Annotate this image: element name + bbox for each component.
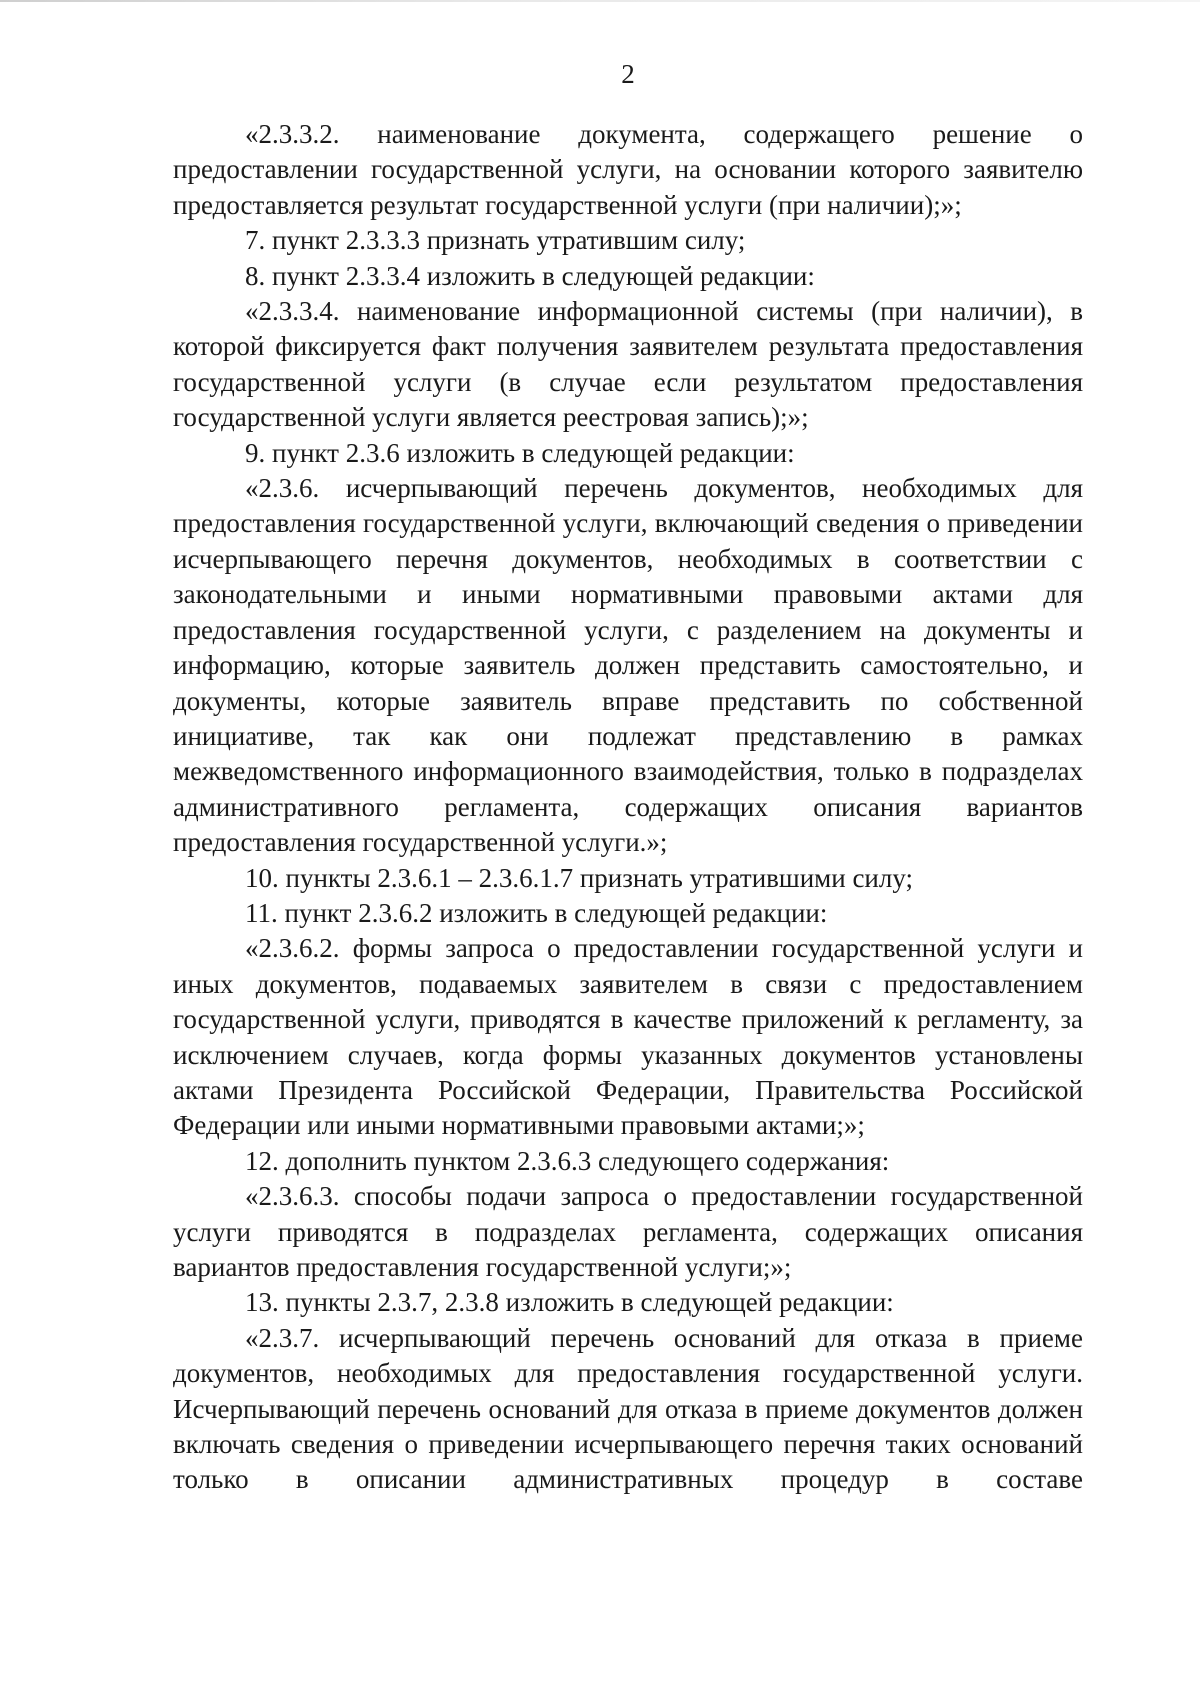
scan-edge (0, 0, 1200, 2)
paragraph-2-3-6: «2.3.6. исчерпывающий перечень документов, необходимых для предоставления государственной услуги, включающий сведения о приведении исчерпывающего перечня документов, необходимых в соответствии с законодательными и иными нормативными правовыми актами для предоставления государственной услуги, с разделением на документы и информацию, которые заявитель должен представить самостоятельно, и документы, которые заявитель вправе представить по собственной инициативе, так как они подлежат представлению в рамках межведомственного информационного взаимодействия, только в подразделах административного регламента, содержащих описания вариантов предоставления государственной услуги.»; (173, 473, 1083, 858)
paragraph-item-10: 10. пункты 2.3.6.1 – 2.3.6.1.7 признать утратившими силу; (245, 862, 913, 893)
paragraph-item-9: 9. пункт 2.3.6 изложить в следующей редакции: (245, 437, 795, 468)
paragraph-2-3-3-4: «2.3.3.4. наименование информационной системы (при наличии), в которой фиксируется факт получения заявителем результата предоставления государственной услуги (в случае если результатом предоставления государственной услуги является реестровая запись);»; (173, 296, 1083, 433)
document-body (173, 117, 1083, 1498)
paragraph-item-12: 12. дополнить пунктом 2.3.6.3 следующего содержания: (245, 1145, 890, 1176)
page-number: 2 (621, 59, 635, 89)
paragraph-2-3-3-2: «2.3.3.2. наименование документа, содержащего решение о предоставлении государственной услуги, на основании которого заявителю предоставляется результат государственной услуги (при наличии);»; (173, 119, 1083, 220)
paragraph-item-8: 8. пункт 2.3.3.4 изложить в следующей редакции: (245, 260, 815, 291)
paragraph-item-7: 7. пункт 2.3.3.3 признать утратившим силу; (245, 225, 746, 256)
paragraph-2-3-6-3: «2.3.6.3. способы подачи запроса о предоставлении государственной услуги приводятся в подразделах регламента, содержащих описания вариантов предоставления государственной услуги;»; (173, 1181, 1083, 1282)
paragraph-2-3-7: «2.3.7. исчерпывающий перечень оснований для отказа в приеме документов, необходимых для предоставления государственной услуги. Исчерпывающий перечень оснований для отказа в приеме документов должен включать сведения о приведении исчерпывающего перечня таких оснований только в описании административных процедур в составе (173, 1322, 1083, 1495)
paragraph-item-11: 11. пункт 2.3.6.2 изложить в следующей редакции: (245, 897, 828, 928)
paragraph-2-3-6-2: «2.3.6.2. формы запроса о предоставлении государственной услуги и иных документов, подаваемых заявителем в связи с предоставлением государственной услуги, приводятся в качестве приложений к регламенту, за исключением случаев, когда формы указанных документов установлены актами Президента Российской Федерации, Правительства Российской Федерации или иными нормативными правовыми актами;»; (173, 933, 1083, 1141)
paragraph-item-13: 13. пункты 2.3.7, 2.3.8 изложить в следующей редакции: (245, 1287, 894, 1318)
